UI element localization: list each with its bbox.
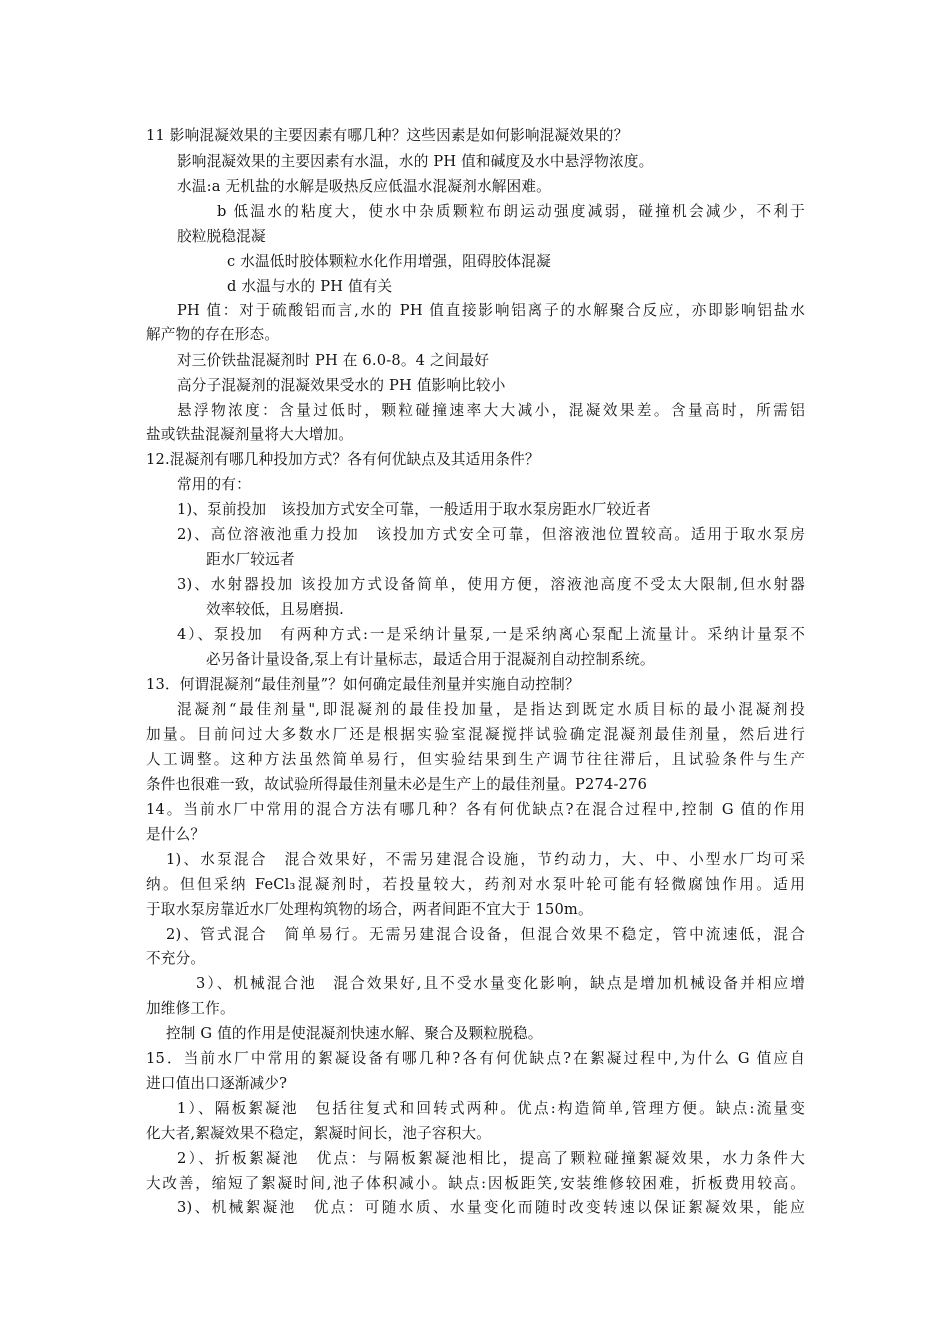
paragraph-line: 纳。但但采纳 FeCl₃混凝剂时，若投量较大，药剂对水泵叶轮可能有轻微腐蚀作用。适用	[146, 876, 805, 893]
paragraph-line: 控制 G 值的作用是使混凝剂快速水解、聚合及颗粒脱稳。	[166, 1025, 543, 1042]
paragraph-line: 加量。目前问过大多数水厂还是根据实验室混凝搅拌试验确定混凝剂最佳剂量，然后进行	[146, 726, 805, 743]
paragraph-line: 不充分。	[146, 950, 206, 967]
list-item: 效率较低，且易磨损.	[206, 601, 344, 618]
paragraph-line: 大改善，缩短了絮凝时间,池子体积减小。缺点:因板距笑,安装维修较困难，折板费用较高。	[146, 1175, 805, 1192]
paragraph-line: 化大者,絮凝效果不稳定，絮凝时间长，池子容积大。	[146, 1125, 492, 1142]
paragraph-line: 加维修工作。	[146, 1000, 235, 1017]
question-14-heading: 14。当前水厂中常用的混合方法有哪几种？各有何优缺点?在混合过程中,控制 G 值的作用	[146, 801, 805, 818]
paragraph-line: 常用的有：	[177, 476, 251, 493]
list-item: 3)、机械絮凝池 优点：可随水质、水量变化而随时改变转速以保证絮凝效果，能应	[177, 1199, 805, 1216]
list-item: 1)、水泵混合 混合效果好，不需另建混合设施，节约动力，大、中、小型水厂均可采	[166, 851, 805, 868]
paragraph-line: b 低温水的粘度大，使水中杂质颗粒布朗运动强度减弱，碰撞机会减少，不利于	[217, 203, 805, 220]
paragraph-line: d 水温与水的 PH 值有关	[227, 278, 393, 295]
paragraph-line: 胶粒脱稳混凝	[177, 228, 266, 245]
question-15-heading: 进口值出口逐渐减少?	[146, 1075, 288, 1092]
paragraph-line: 影响混凝效果的主要因素有水温，水的 PH 值和碱度及水中悬浮物浓度。	[177, 153, 654, 170]
list-item: 2)、管式混合 简单易行。无需另建混合设备，但混合效果不稳定，管中流速低，混合	[166, 926, 805, 943]
question-13-heading: 13．何谓混凝剂“最佳剂量”？如何确定最佳剂量并实施自动控制？	[146, 676, 580, 693]
list-item: 距水厂较远者	[206, 551, 295, 568]
list-item: 1）、隔板絮凝池 包括往复式和回转式两种。优点:构造简单,管理方便。缺点:流量变	[177, 1100, 805, 1117]
paragraph-line: 于取水泵房靠近水厂处理构筑物的场合，两者间距不宜大于 150m。	[146, 901, 593, 918]
paragraph-line: 高分子混凝剂的混凝效果受水的 PH 值影响比较小	[177, 377, 506, 394]
list-item: 1)、泵前投加 该投加方式安全可靠，一般适用于取水泵房距水厂较近者	[177, 501, 651, 518]
list-item: 3）、机械混合池 混合效果好,且不受水量变化影响，缺点是增加机械设备并相应增	[196, 975, 805, 992]
paragraph-line: 条件也很难一致，故试验所得最佳剂量未必是生产上的最佳剂量。P274-276	[146, 776, 648, 793]
paragraph-line: 人工调整。这种方法虽然简单易行，但实验结果到生产调节往往滞后，且试验条件与生产	[146, 751, 805, 768]
paragraph-line: 对三价铁盐混凝剂时 PH 在 6.0-8。4 之间最好	[177, 352, 490, 369]
paragraph-line: 悬浮物浓度：含量过低时，颗粒碰撞速率大大减小，混凝效果差。含量高时，所需铝	[177, 402, 805, 419]
paragraph-line: PH 值：对于硫酸铝而言,水的 PH 值直接影响铝离子的水解聚合反应，亦即影响铝盐水	[177, 302, 805, 319]
list-item: 2)、高位溶液池重力投加 该投加方式安全可靠，但溶液池位置较高。适用于取水泵房	[177, 526, 805, 543]
paragraph-line: 盐或铁盐混凝剂量将大大增加。	[146, 426, 354, 443]
list-item: 必另备计量设备,泵上有计量标志，最适合用于混凝剂自动控制系统。	[206, 651, 655, 668]
paragraph-line: 解产物的存在形态。	[146, 326, 280, 343]
question-15-heading: 15．当前水厂中常用的絮凝设备有哪几种?各有何优缺点?在絮凝过程中,为什么 G 值应自	[146, 1050, 805, 1067]
question-11-heading: 11 影响混凝效果的主要因素有哪几种？这些因素是如何影响混凝效果的？	[146, 127, 629, 144]
list-item: 3)、水射器投加 该投加方式设备简单，使用方便，溶液池高度不受太大限制,但水射器	[177, 576, 805, 593]
question-12-heading: 12.混凝剂有哪几种投加方式？各有何优缺点及其适用条件？	[146, 451, 540, 468]
paragraph-line: 水温:a 无机盐的水解是吸热反应低温水混凝剂水解困难。	[177, 178, 551, 195]
paragraph-line: c 水温低时胶体颗粒水化作用增强，阻碍胶体混凝	[227, 253, 551, 270]
paragraph-line: 混凝剂“最佳剂量",即混凝剂的最佳投加量，是指达到既定水质目标的最小混凝剂投	[177, 701, 805, 718]
question-14-heading: 是什么？	[146, 826, 206, 843]
list-item: 2）、折板絮凝池 优点：与隔板絮凝池相比，提高了颗粒碰撞絮凝效果，水力条件大	[177, 1150, 805, 1167]
list-item: 4）、泵投加 有两种方式:一是采纳计量泵,一是采纳离心泵配上流量计。采纳计量泵不	[177, 626, 805, 643]
